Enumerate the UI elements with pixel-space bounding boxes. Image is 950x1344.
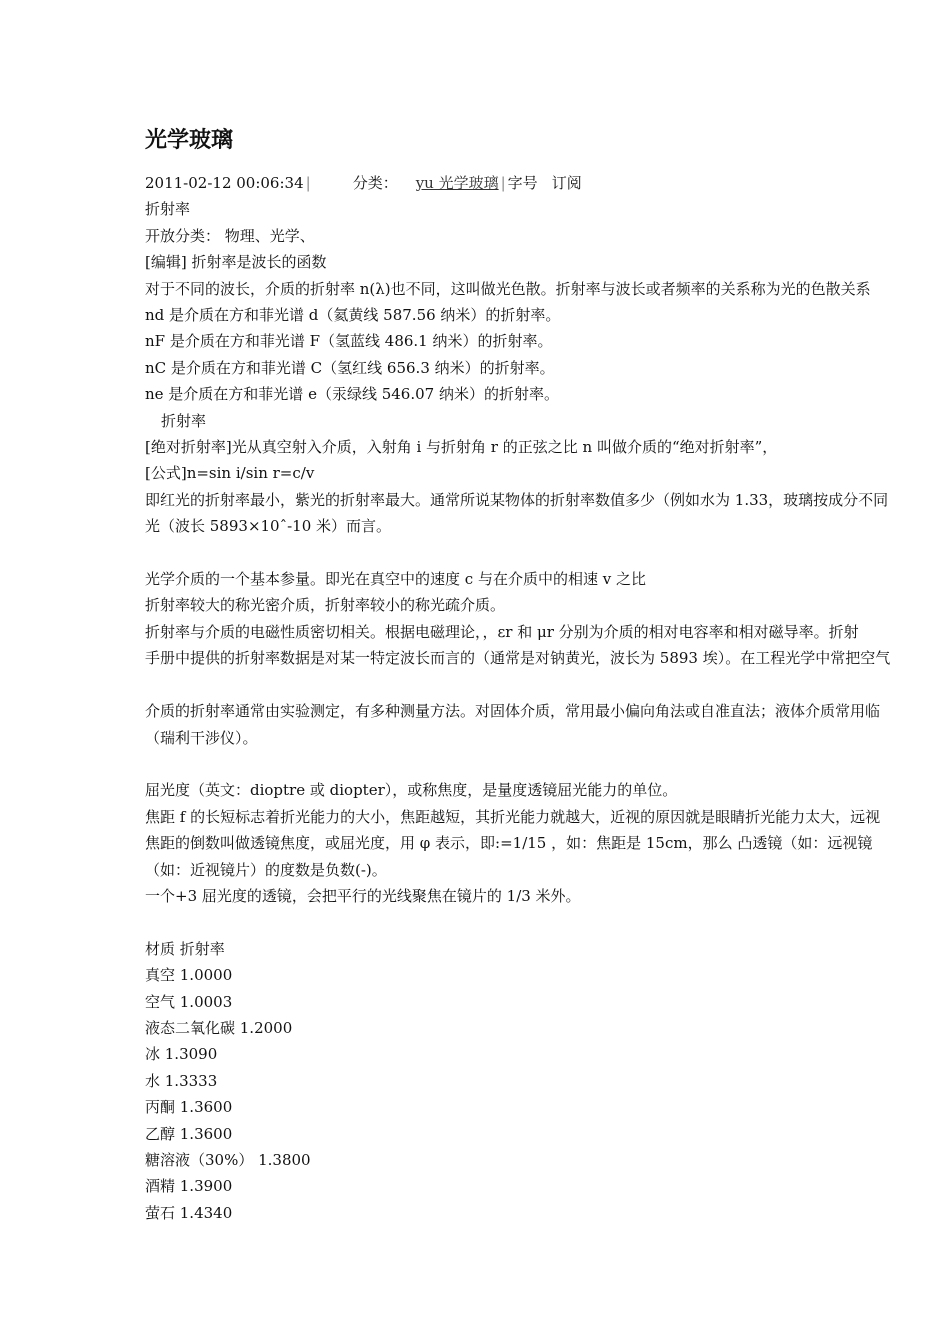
category-label: 分类：: [352, 174, 398, 192]
text-line: 一个+3 屈光度的透镜，会把平行的光线聚焦在镜片的 1/3 米外。: [145, 886, 581, 905]
subscribe-link[interactable]: 订阅: [551, 174, 582, 192]
text-line: [绝对折射率]光从真空射入介质，入射角 i 与折射角 r 的正弦之比 n 叫做介质的“绝对折射率”，: [145, 438, 778, 457]
text-line: （瑞利干涉仪）。: [145, 728, 258, 747]
post-datetime: 2011-02-12 00:06:34: [145, 174, 304, 192]
text-line: nF 是介质在方和菲光谱 F（氢蓝线 486.1 纳米）的折射率。: [145, 332, 553, 351]
blank-line: [145, 751, 950, 777]
text-line: 开放分类： 物理、光学、: [145, 226, 315, 245]
text-line: 即红光的折射率最小，紫光的折射率最大。通常所说某物体的折射率数值多少（例如水为 1.33，玻璃按成分不同: [145, 490, 889, 509]
blank-line: [145, 909, 950, 935]
text-line: 光（波长 5893×10ˆ-10 米）而言。: [145, 517, 392, 536]
text-line: 折射率: [145, 200, 191, 219]
divider: |: [500, 174, 506, 192]
table-row: 水 1.3333: [145, 1071, 218, 1090]
table-row: 空气 1.0003: [145, 992, 233, 1011]
blank-line: [145, 672, 950, 698]
table-row: 糖溶液（30%） 1.3800: [145, 1150, 311, 1169]
table-row: 乙醇 1.3600: [145, 1124, 233, 1143]
text-line: 焦距的倒数叫做透镜焦度，或屈光度，用 φ 表示，即:=1/15 ，如：焦距是 15cm，那么 凸透镜（如：远视镜: [145, 834, 873, 853]
table-header: 材质 折射率: [145, 939, 225, 958]
document-page: [145, 126, 950, 1226]
category-link[interactable]: yu 光学玻璃: [415, 174, 499, 192]
text-line: 折射率: [161, 411, 207, 430]
text-line: （如：近视镜片）的度数是负数(-)。: [145, 860, 387, 879]
table-row: 真空 1.0000: [145, 966, 233, 985]
text-line: 手册中提供的折射率数据是对某一特定波长而言的（通常是对钠黄光，波长为 5893 埃）。在工程光学中常把空气: [145, 649, 891, 668]
text-line: 折射率较大的称光密介质，折射率较小的称光疏介质。: [145, 596, 506, 615]
text-line: 对于不同的波长，介质的折射率 n(λ)也不同，这叫做光色散。折射率与波长或者频率的关系称为光的色散关系: [145, 279, 871, 298]
font-size-link[interactable]: 字号: [507, 174, 538, 192]
table-row: 丙酮 1.3600: [145, 1098, 233, 1117]
table-row: 冰 1.3090: [145, 1045, 218, 1064]
text-line: 折射率与介质的电磁性质密切相关。根据电磁理论，，εr 和 μr 分别为介质的相对电容率和相对磁导率。折射: [145, 622, 859, 641]
text-line: 屈光度（英文：dioptre 或 diopter），或称焦度，是量度透镜屈光能力的单位。: [145, 781, 678, 800]
text-line: 介质的折射率通常由实验测定，有多种测量方法。对固体介质，常用最小偏向角法或自准直法；液体介质常用临: [145, 702, 881, 721]
page-title: 光学玻璃: [145, 128, 234, 153]
text-line: 光学介质的一个基本参量。即光在真空中的速度 c 与在介质中的相速 v 之比: [145, 570, 646, 589]
blank-line: [145, 540, 950, 566]
table-row: 萤石 1.4340: [145, 1203, 233, 1222]
article-body: [145, 196, 950, 935]
post-meta: [145, 170, 950, 196]
divider: |: [305, 174, 311, 192]
table-row: 酒精 1.3900: [145, 1177, 233, 1196]
text-line: nC 是介质在方和菲光谱 C（氢红线 656.3 纳米）的折射率。: [145, 358, 555, 377]
text-line: 焦距 f 的长短标志着折光能力的大小，焦距越短，其折光能力就越大，近视的原因就是眼睛折光能力太大，远视: [145, 807, 881, 826]
text-line: nd 是介质在方和菲光谱 d（氦黄线 587.56 纳米）的折射率。: [145, 306, 561, 325]
text-line: ne 是介质在方和菲光谱 e（汞绿线 546.07 纳米）的折射率。: [145, 385, 559, 404]
text-line[interactable]: [编辑] 折射率是波长的函数: [145, 253, 327, 272]
text-line: [公式]n=sin i/sin r=c/v: [145, 464, 315, 483]
refractive-index-table: [145, 936, 950, 1226]
table-row: 液态二氧化碳 1.2000: [145, 1018, 293, 1037]
